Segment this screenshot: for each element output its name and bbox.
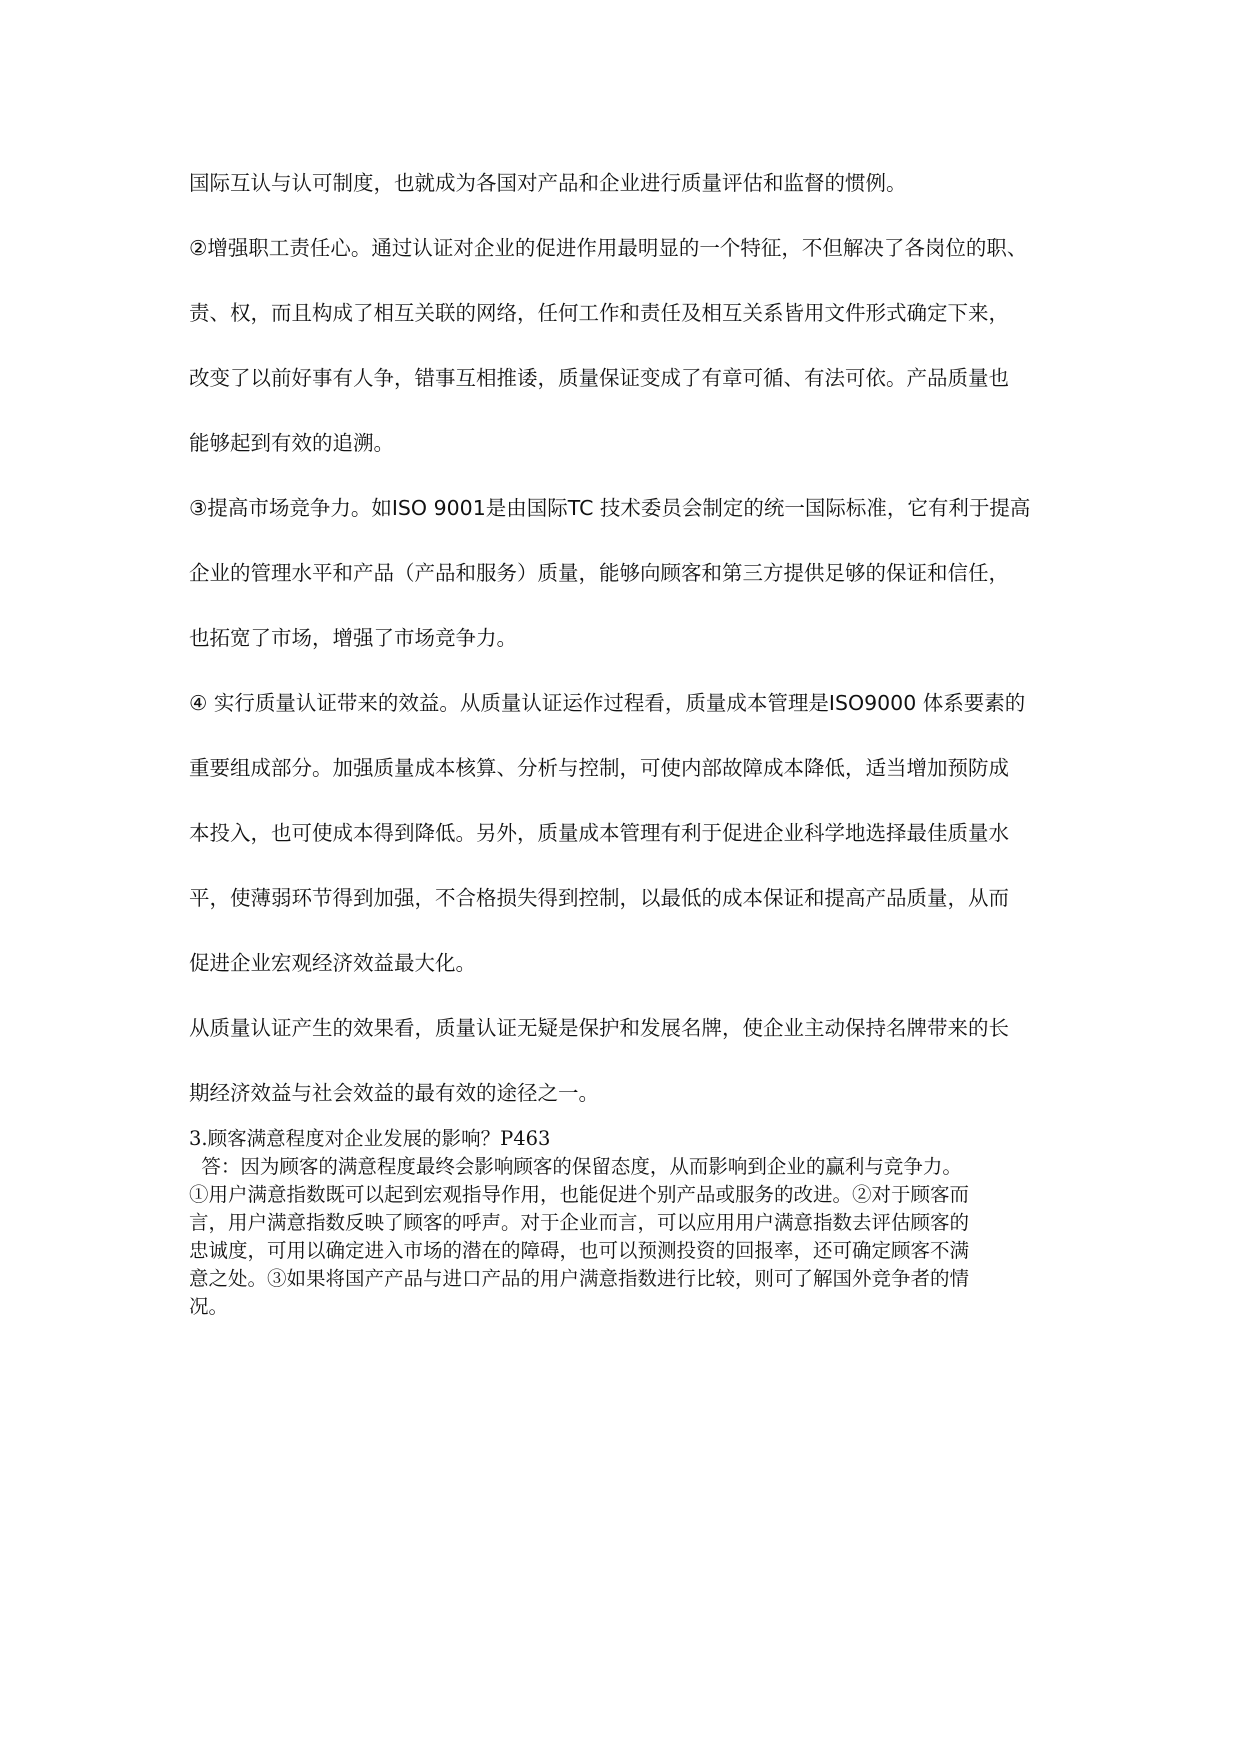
text-line: 期经济效益与社会效益的最有效的途径之一。	[189, 1081, 599, 1105]
paragraph-mutual-recognition	[189, 151, 1059, 216]
paragraph-certification-benefits	[189, 671, 1059, 996]
text-line: ③提高市场竞争力。如ISO 9001是由国际TC 技术委员会制定的统一国际标准，它有利于提高	[189, 496, 1031, 520]
answer-line: 意之处。③如果将国产产品与进口产品的用户满意指数进行比较，则可了解国外竞争者的情	[189, 1267, 970, 1290]
answer-line: ①用户满意指数既可以起到宏观指导作用，也能促进个别产品或服务的改进。②对于顾客而	[189, 1183, 970, 1206]
text-line: ④ 实行质量认证带来的效益。从质量认证运作过程看，质量成本管理是ISO9000 体系要素的	[189, 691, 1026, 715]
answer-line: 言，用户满意指数反映了顾客的呼声。对于企业而言，可以应用用户满意指数去评估顾客的	[189, 1211, 970, 1234]
question-heading: 3.顾客满意程度对企业发展的影响？P463	[189, 1127, 551, 1150]
text-line: 责、权，而且构成了相互关联的网络，任何工作和责任及相互关系皆用文件形式确定下来，	[189, 301, 1009, 325]
text-line: 重要组成部分。加强质量成本核算、分析与控制，可使内部故障成本降低，适当增加预防成	[189, 756, 1009, 780]
paragraph-staff-responsibility	[189, 216, 1059, 476]
text-line: ②增强职工责任心。通过认证对企业的促进作用最明显的一个特征，不但解决了各岗位的职、	[189, 236, 1028, 260]
text-line: 平，使薄弱环节得到加强，不合格损失得到控制，以最低的成本保证和提高产品质量，从而	[189, 886, 1009, 910]
text-line: 也拓宽了市场，增强了市场竞争力。	[189, 626, 517, 650]
text-line: 本投入，也可使成本得到降低。另外，质量成本管理有利于促进企业科学地选择最佳质量水	[189, 821, 1009, 845]
paragraph-market-competitiveness	[189, 476, 1059, 671]
text-line: 能够起到有效的追溯。	[189, 431, 394, 455]
question-answer-block	[189, 1125, 1059, 1321]
text-line: 国际互认与认可制度，也就成为各国对产品和企业进行质量评估和监督的惯例。	[189, 171, 907, 195]
paragraph-certification-effect	[189, 996, 1059, 1126]
text-line: 促进企业宏观经济效益最大化。	[189, 951, 476, 975]
answer-line: 答：因为顾客的满意程度最终会影响顾客的保留态度，从而影响到企业的赢利与竞争力。	[189, 1155, 962, 1178]
text-line: 企业的管理水平和产品（产品和服务）质量，能够向顾客和第三方提供足够的保证和信任，	[189, 561, 1009, 585]
answer-line: 忠诚度，可用以确定进入市场的潜在的障碍，也可以预测投资的回报率，还可确定顾客不满	[189, 1239, 970, 1262]
text-line: 改变了以前好事有人争，错事互相推诿，质量保证变成了有章可循、有法可依。产品质量也	[189, 366, 1009, 390]
answer-line: 况。	[189, 1295, 229, 1318]
text-line: 从质量认证产生的效果看，质量认证无疑是保护和发展名牌，使企业主动保持名牌带来的长	[189, 1016, 1009, 1040]
